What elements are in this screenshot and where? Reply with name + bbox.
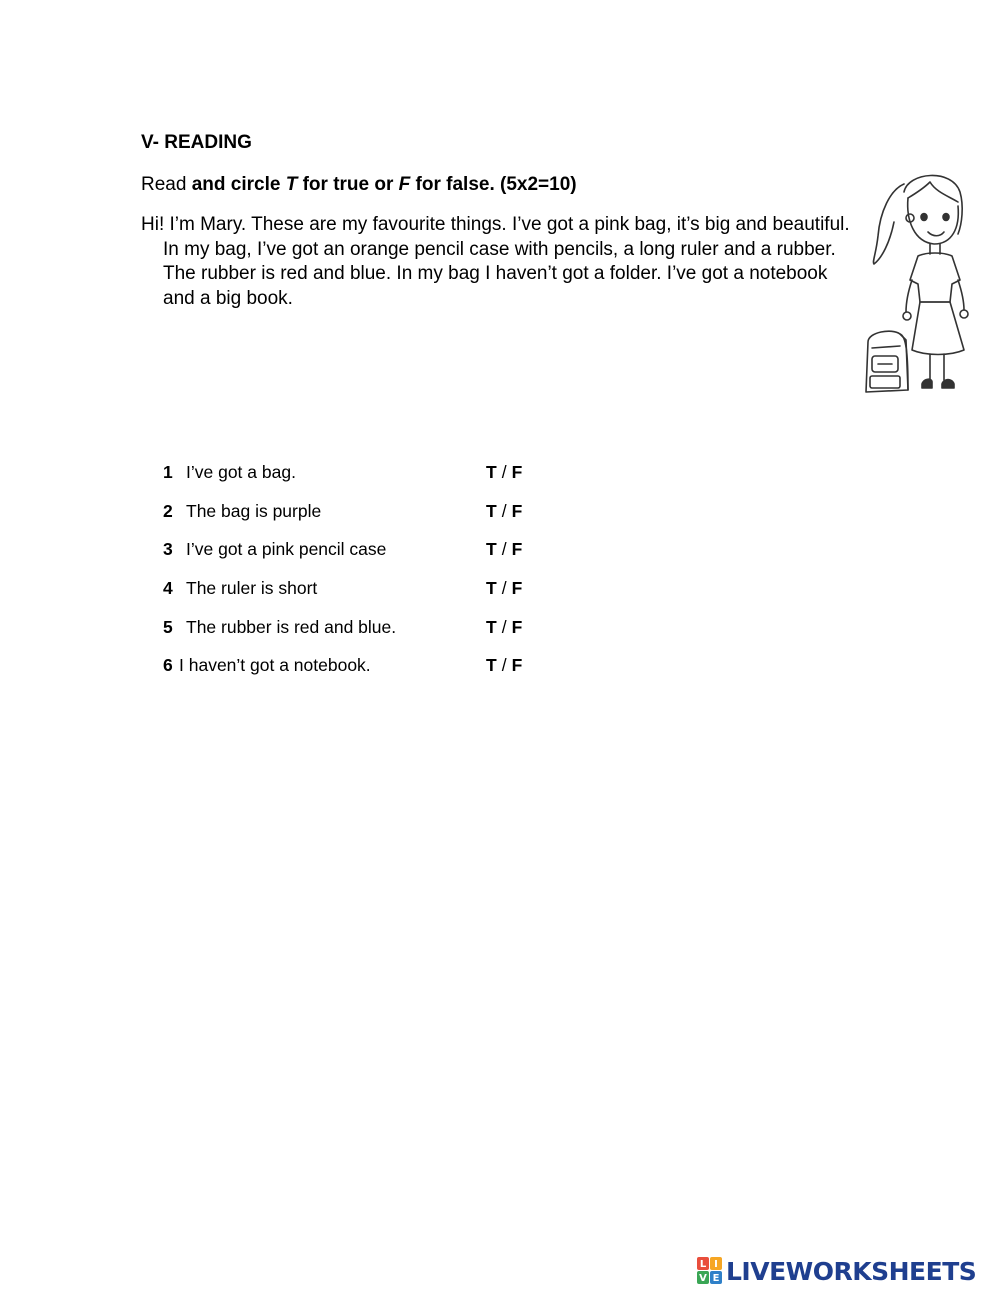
true-option[interactable]: T bbox=[486, 616, 497, 637]
logo-letter-v: V bbox=[699, 1273, 707, 1284]
instruction-false: for false. (5x2=10) bbox=[410, 174, 577, 195]
false-option[interactable]: F bbox=[511, 578, 523, 599]
question-text: The ruler is short bbox=[186, 578, 318, 599]
instruction-f: F bbox=[398, 174, 411, 195]
true-option[interactable]: T bbox=[486, 578, 497, 599]
question-row bbox=[163, 501, 563, 540]
question-text: I’ve got a pink pencil case bbox=[186, 539, 387, 560]
false-option[interactable]: F bbox=[511, 616, 523, 637]
true-false-questions bbox=[163, 462, 563, 694]
question-number: 2 bbox=[163, 500, 173, 521]
false-option[interactable]: F bbox=[511, 462, 523, 482]
question-text: I’ve got a bag. bbox=[186, 462, 296, 482]
logo-text: LIVEWORKSHEETS bbox=[726, 1256, 977, 1286]
separator: / bbox=[501, 616, 507, 637]
separator: / bbox=[501, 539, 507, 560]
true-false-choice bbox=[486, 655, 522, 676]
false-option[interactable]: F bbox=[511, 500, 523, 521]
true-option[interactable]: T bbox=[486, 655, 497, 676]
question-number: 5 bbox=[163, 616, 173, 637]
instruction-circle: and circle bbox=[191, 174, 286, 195]
reading-passage: Hi! I’m Mary. These are my favourite things. I’ve got a pink bag, it’s big and beautiful. In my bag, I’ve got an orange pencil case with pencils, a long ruler and a rubber. The rubber is red and blue. In my bag I haven’t got a folder. I’ve got a notebook and a big book. bbox=[141, 214, 850, 309]
instruction-t: T bbox=[285, 174, 298, 195]
question-text: The rubber is red and blue. bbox=[186, 616, 397, 637]
question-row bbox=[163, 539, 563, 578]
logo-letter-l: L bbox=[699, 1259, 707, 1270]
true-false-choice bbox=[486, 539, 522, 560]
false-option[interactable]: F bbox=[511, 655, 523, 676]
separator: / bbox=[501, 578, 507, 599]
question-number: 3 bbox=[163, 539, 173, 560]
separator: / bbox=[501, 462, 507, 482]
question-text: The bag is purple bbox=[186, 500, 322, 521]
section-title: V- READING bbox=[141, 132, 252, 153]
logo-letter-i: I bbox=[714, 1259, 718, 1270]
true-option[interactable]: T bbox=[486, 539, 497, 560]
instruction bbox=[141, 174, 577, 196]
true-false-choice bbox=[486, 578, 522, 599]
logo-letter-e: E bbox=[712, 1273, 720, 1284]
question-text: I haven’t got a notebook. bbox=[179, 655, 371, 676]
instruction-true: for true or bbox=[297, 174, 399, 195]
true-false-choice bbox=[486, 462, 522, 483]
separator: / bbox=[501, 655, 507, 676]
question-number: 4 bbox=[163, 578, 173, 599]
false-option[interactable]: F bbox=[511, 539, 523, 560]
question-row bbox=[163, 462, 563, 501]
liveworksheets-logo bbox=[697, 1256, 976, 1286]
question-row bbox=[163, 578, 563, 617]
question-row bbox=[163, 655, 563, 694]
separator: / bbox=[501, 500, 507, 521]
true-option[interactable]: T bbox=[486, 500, 497, 521]
question-row bbox=[163, 617, 563, 656]
question-number: 1 bbox=[163, 462, 173, 482]
true-false-choice bbox=[486, 501, 522, 522]
true-false-choice bbox=[486, 617, 522, 638]
instruction-read: Read bbox=[141, 174, 192, 195]
liveworksheets-logo-icon bbox=[697, 1257, 723, 1285]
question-number: 6 bbox=[163, 655, 173, 676]
girl-with-backpack-illustration bbox=[860, 162, 972, 398]
true-option[interactable]: T bbox=[486, 462, 497, 482]
